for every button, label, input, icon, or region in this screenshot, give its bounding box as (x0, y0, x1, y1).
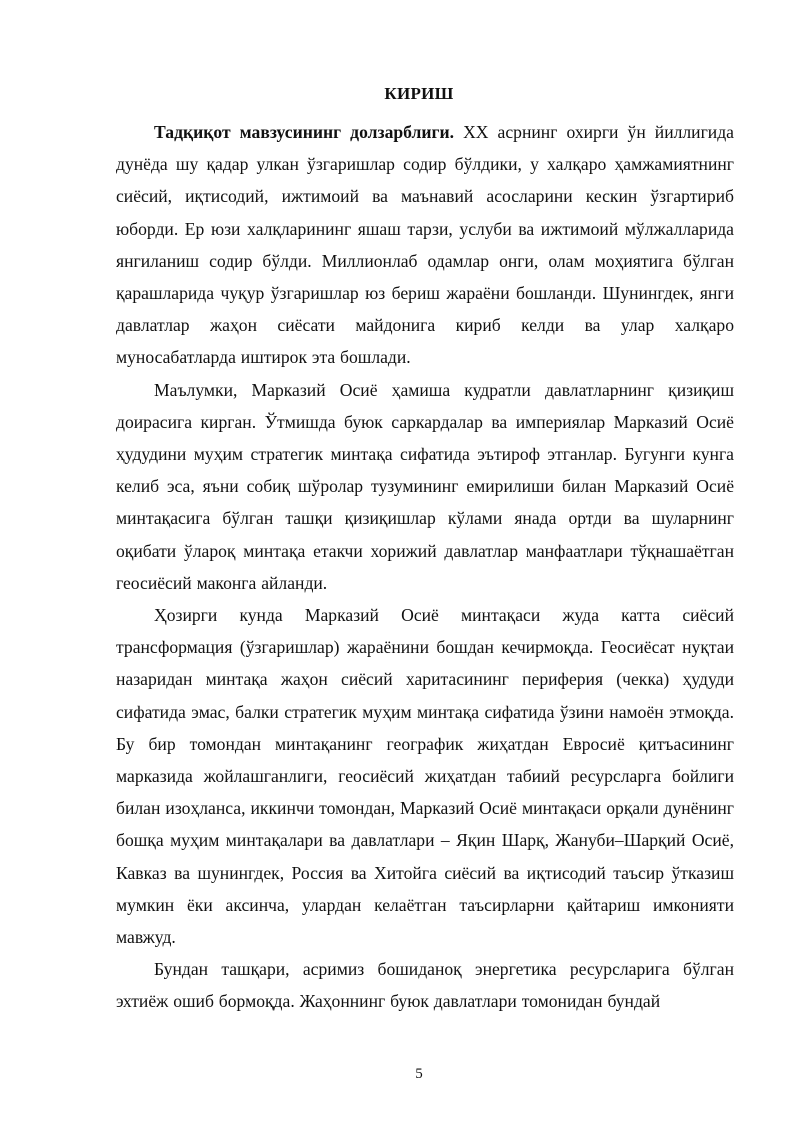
paragraph-3 (116, 599, 734, 953)
paragraph-text: Бундан ташқари, асримиз бошиданоқ энергетика ресурсларига бўлган эхтиёж ошиб бормоқда. Жаҳоннинг буюк давлатлари томонидан бундай (116, 959, 734, 1012)
page-number: 5 (415, 1066, 423, 1082)
body-text (116, 116, 734, 1018)
paragraph-4 (116, 953, 734, 1017)
page-title: КИРИШ (384, 84, 454, 103)
paragraph-lead: Тадқиқот мавзусининг долзарблиги. (154, 122, 455, 142)
paragraph-text: Маълумки, Марказий Осиё ҳамиша кудратли давлатларнинг қизиқиш доирасига кирган. Ўтмишда буюк саркардалар ва империялар Марказий Осиё ҳудудини муҳим стратегик минтақа сифатида эътироф этганлар. Бугунги кунга келиб эса, яъни собиқ шўролар тузумининг емирилиши билан Марказий Осиё минтақасига бўлган ташқи қизиқишлар кўлами янада ортди ва шуларнинг оқибати ўлароқ минтақа етакчи хорижий давлатлар манфаатлари тўқнашаётган геосиёсий маконга айланди. (116, 379, 734, 593)
paragraph-text: Ҳозирги кунда Марказий Осиё минтақаси жуда катта сиёсий трансформация (ўзгаришлар) жараёнини бошдан кечирмоқда. Геосиёсат нуқтаи назаридан минтақа жаҳон сиёсий харитасининг периферия (чекка) ҳудуди сифатида эмас, балки стратегик муҳим минтақа сифатида ўзини намоён этмоқда. Бу бир томондан минтақанинг географик жиҳатдан Евросиё қитъасининг марказида жойлашганлиги, геосиёсий жиҳатдан табиий ресурсларга бойлиги билан изоҳланса, иккинчи томондан, Марказий Осиё минтақаси орқали дунёнинг бошқа муҳим минтақалари ва давлатлари – Яқин Шарқ, Жануби–Шарқий Осиё, Кавказ ва шунингдек, Россия ва Хитойга сиёсий ва иқтисодий таъсир ўтказиш мумкин ёки аксинча, улардан келаётган таъсирларни қайтариш имконияти мавжуд. (116, 605, 734, 948)
paragraph-1 (116, 116, 734, 374)
paragraph-text: XX асрнинг охирги ўн йиллигида дунёда шу қадар улкан ўзгаришлар содир бўлдики, у халқаро ҳамжамиятнинг сиёсий, иқтисодий, ижтимоий ва маънавий асосларини кескин ўзгартириб юборди. Ер юзи халқларининг яшаш тарзи, услуби ва ижтимоий мўлжалларида янгиланиш содир бўлди. Миллионлаб одамлар онги, олам моҳиятига бўлган қарашларида чуқур ўзгаришлар юз бериш жараёни бошланди. Шунингдек, янги давлатлар жаҳон сиёсати майдонига кириб келди ва улар халқаро муносабатларда иштирок эта бошлади. (116, 122, 734, 368)
paragraph-2 (116, 374, 734, 599)
